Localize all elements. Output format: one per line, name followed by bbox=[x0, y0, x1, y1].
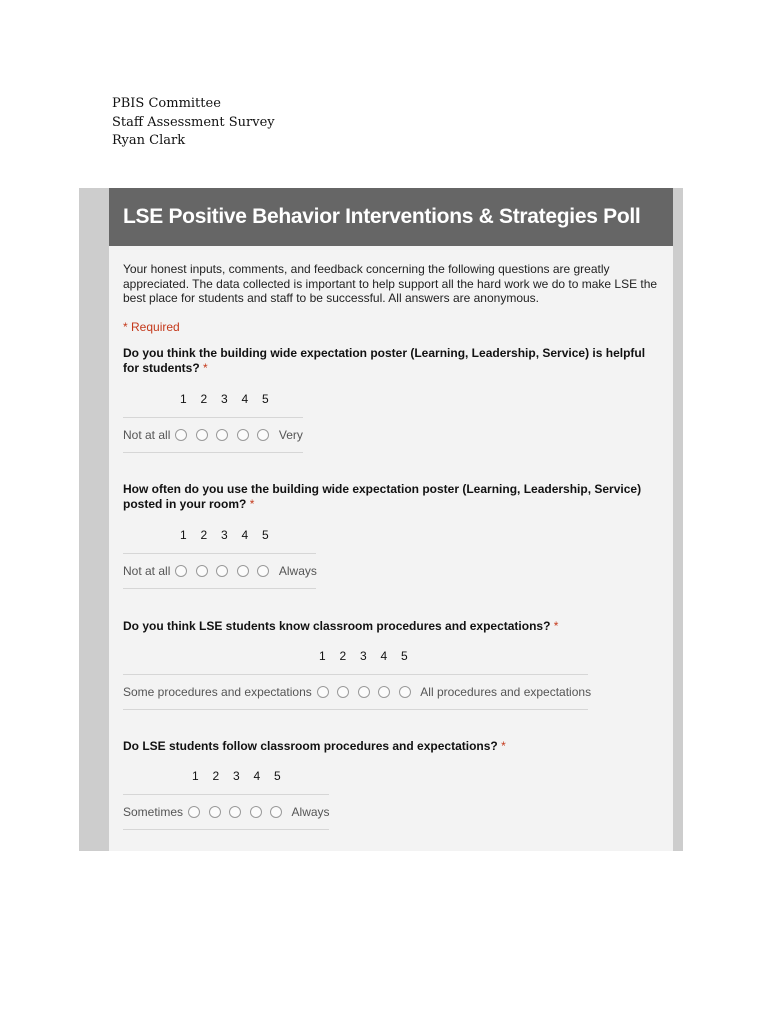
low-label: Some procedures and expectations bbox=[123, 685, 312, 699]
form-title: LSE Positive Behavior Interventions & Strategies Poll bbox=[109, 188, 673, 246]
radio-4[interactable] bbox=[237, 429, 249, 441]
radio-3[interactable] bbox=[216, 565, 228, 577]
question-text: Do you think LSE students know classroom procedures and expectations? * bbox=[123, 619, 559, 633]
required-star: * bbox=[203, 361, 208, 375]
scale-numbers: 1 2 3 4 5 bbox=[180, 392, 269, 406]
radio-3[interactable] bbox=[229, 806, 241, 818]
required-star: * bbox=[249, 497, 255, 511]
high-label: Always bbox=[291, 805, 330, 819]
required-star: * bbox=[553, 619, 559, 633]
question-2 bbox=[123, 482, 653, 578]
radio-1[interactable] bbox=[175, 429, 187, 441]
radio-5[interactable] bbox=[270, 806, 282, 818]
poll-form bbox=[109, 188, 673, 851]
radio-3[interactable] bbox=[216, 429, 228, 441]
radio-4[interactable] bbox=[250, 806, 262, 818]
radio-1[interactable] bbox=[175, 565, 187, 577]
radio-1[interactable] bbox=[188, 806, 200, 818]
radio-3[interactable] bbox=[358, 686, 370, 698]
radio-4[interactable] bbox=[378, 686, 390, 698]
rating-row bbox=[123, 674, 592, 710]
rating-row bbox=[123, 553, 316, 589]
scale-numbers: 1 2 3 4 5 bbox=[180, 528, 269, 542]
committee-name: PBIS Committee bbox=[112, 96, 221, 111]
required-star: * bbox=[501, 739, 506, 753]
question-text: Do LSE students follow classroom procedures and expectations? * bbox=[123, 739, 506, 753]
question-text: How often do you use the building wide expectation poster (Learning, Leadership, Service) posted in your room? * bbox=[123, 482, 642, 511]
required-note: * Required bbox=[123, 320, 180, 334]
question-text: Do you think the building wide expectation poster (Learning, Leadership, Service) is helpful for students? * bbox=[123, 346, 646, 375]
low-label: Not at all bbox=[123, 564, 171, 578]
radio-2[interactable] bbox=[196, 565, 208, 577]
low-label: Sometimes bbox=[123, 805, 184, 819]
radio-2[interactable] bbox=[337, 686, 349, 698]
radio-5[interactable] bbox=[399, 686, 411, 698]
radio-5[interactable] bbox=[257, 429, 269, 441]
radio-1[interactable] bbox=[317, 686, 329, 698]
high-label: Always bbox=[278, 564, 317, 578]
document-header bbox=[112, 95, 275, 151]
rating-row bbox=[123, 794, 329, 830]
survey-name: Staff Assessment Survey bbox=[112, 114, 275, 130]
form-screenshot bbox=[79, 188, 683, 851]
question-3 bbox=[123, 619, 653, 699]
radio-5[interactable] bbox=[257, 565, 269, 577]
low-label: Not at all bbox=[123, 428, 171, 442]
form-intro: Your honest inputs, comments, and feedback concerning the following questions are greatly appreciated. The data collected is important to help support all the hard work we do to make LSE the best place for students and staff to be successful. All answers are anonymous. bbox=[123, 262, 658, 305]
scale-numbers: 1 2 3 4 5 bbox=[192, 769, 281, 783]
scale-numbers: 1 2 3 4 5 bbox=[319, 649, 408, 663]
question-1 bbox=[123, 346, 653, 442]
high-label: All procedures and expectations bbox=[420, 685, 592, 699]
radio-2[interactable] bbox=[209, 806, 221, 818]
radio-4[interactable] bbox=[237, 565, 249, 577]
high-label: Very bbox=[278, 428, 303, 442]
rating-row bbox=[123, 417, 303, 453]
radio-2[interactable] bbox=[196, 429, 208, 441]
question-4 bbox=[123, 739, 653, 819]
author-name: Ryan Clark bbox=[112, 133, 186, 148]
